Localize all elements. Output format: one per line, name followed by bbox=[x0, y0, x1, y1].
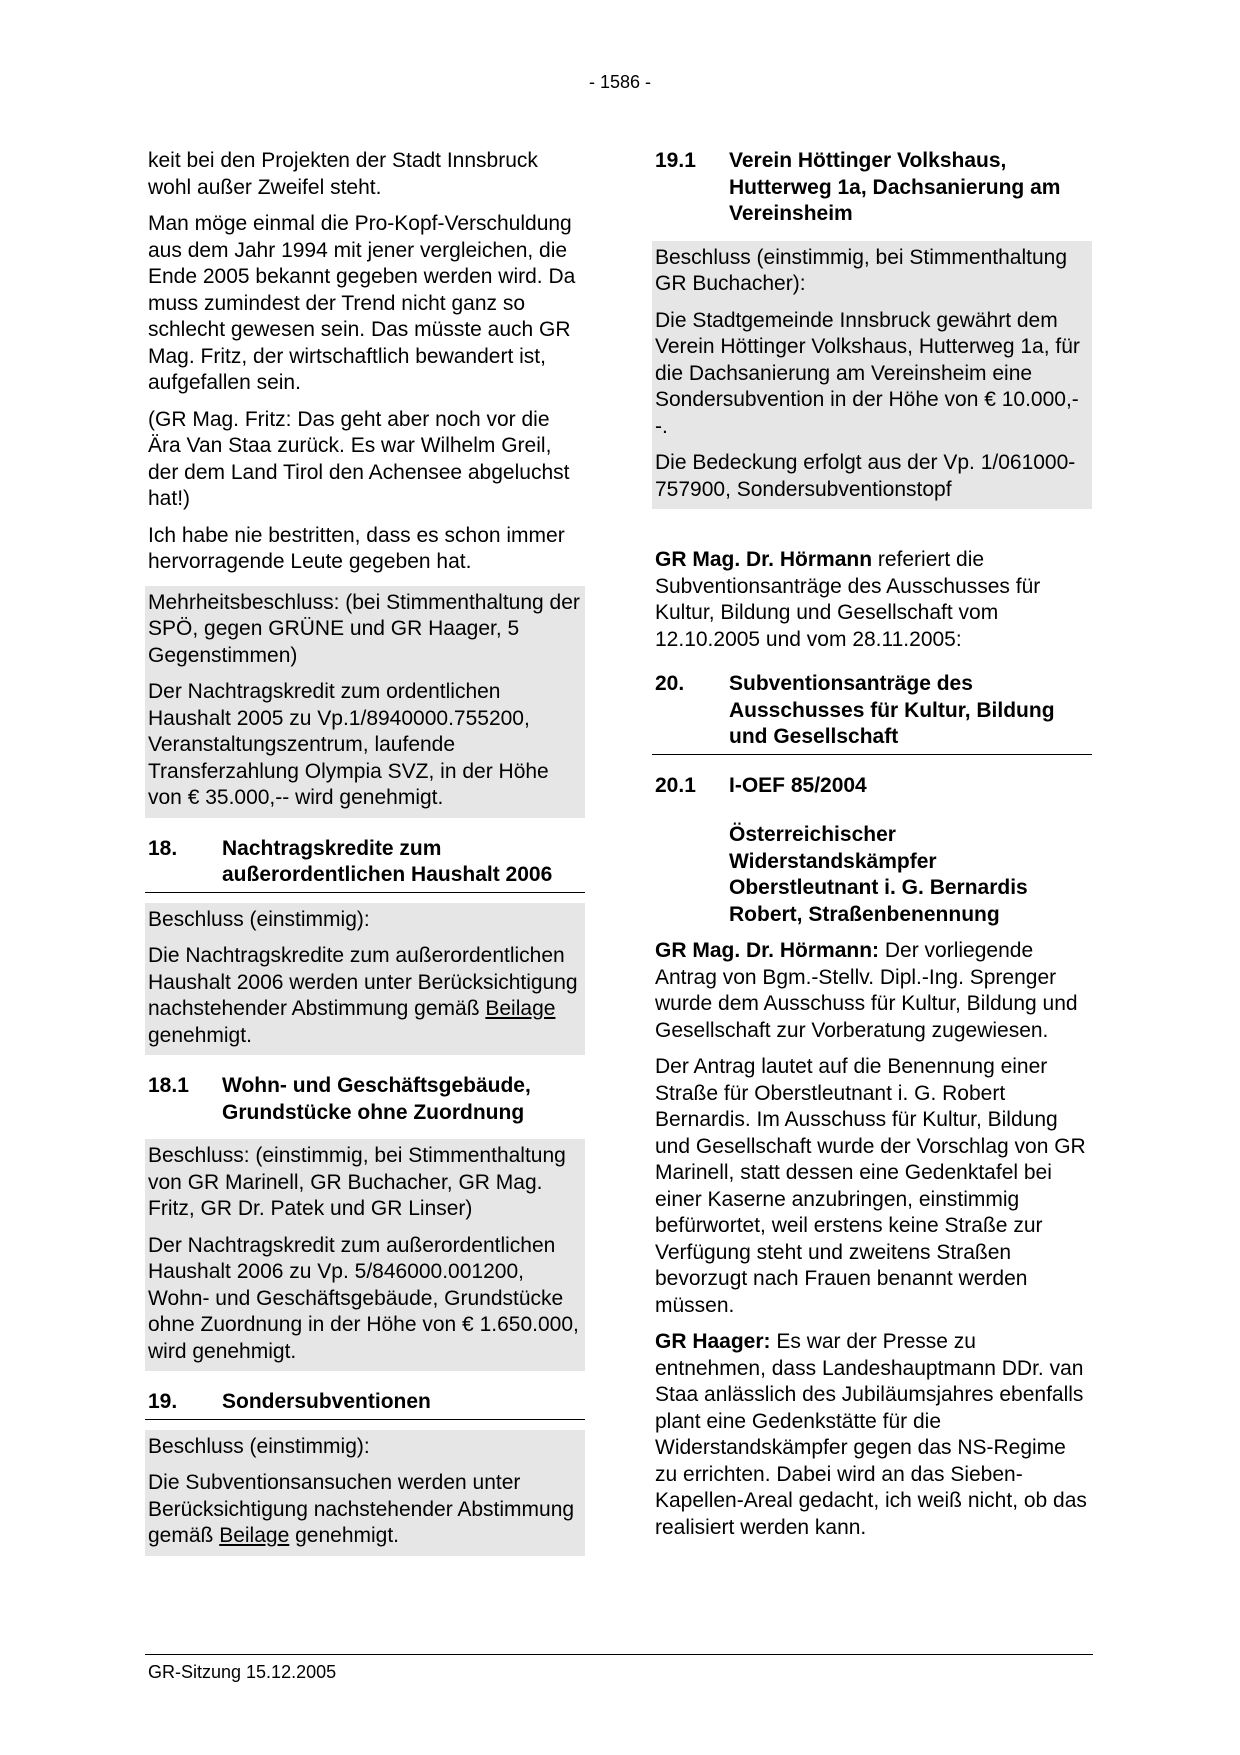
paragraph bbox=[652, 547, 1092, 653]
spacer bbox=[652, 519, 1092, 547]
resolution-text: Der Nachtragskredit zum ordentlichen Haushalt 2005 zu Vp.1/8940000.755200, Veranstaltungszentrum, laufende Transferzahlung Olympia SVZ, in der Höhe von € 35.000,-- wird genehmigt. bbox=[148, 680, 549, 809]
resolution-label: Beschluss (einstimmig, bei Stimmenthaltung GR Buchacher): bbox=[655, 245, 1068, 295]
resolution-text-part: Die Subventionsansuchen werden unter Berücksichtigung nachstehender Abstimmung gemäß bbox=[148, 1471, 575, 1547]
beilage-link[interactable]: Beilage bbox=[485, 997, 556, 1020]
resolution-text: Der Nachtragskredit zum außerordentlichen Haushalt 2006 zu Vp. 5/846000.001200, Wohn- und Geschäftsgebäude, Grundstücke ohne Zuordnung in der Höhe von € 1.650.000, wird genehmigt. bbox=[148, 1233, 579, 1363]
section-title: Subventionsanträge des Ausschusses für Kultur, Bildung und Gesellschaft bbox=[729, 672, 1055, 748]
section-number: 20.1 bbox=[655, 773, 696, 797]
paragraph: Der Antrag lautet auf die Benennung einer Straße für Oberstleutnant i. G. Robert Bernardis. Im Ausschuss für Kultur, Bildung und Gesellschaft wurde der Vorschlag von GR Marinell, statt dessen eine Gedenktafel bei einer Kaserne anzubringen, einstimmig befürwortet, weil erstens keine Straße zur Verfügung steht und zweitens Straßen bevorzugt nach Frauen benannt werden müssen. bbox=[655, 1055, 1086, 1317]
paragraph: Ich habe nie bestritten, dass es schon immer hervorragende Leute gegeben hat. bbox=[148, 523, 565, 573]
paragraph bbox=[652, 1329, 1092, 1541]
section-heading-18-1 bbox=[145, 1073, 585, 1129]
resolution-text bbox=[145, 1470, 585, 1550]
section-number: 18. bbox=[148, 836, 178, 860]
paragraph: Man möge einmal die Pro-Kopf-Verschuldung aus dem Jahr 1994 mit jener vergleichen, die Ende 2005 bekannt gegeben werden wird. Da muss zumindest der Trend nicht ganz so schlecht gewesen sein. Das müsste auch GR Mag. Fritz, der wirtschaftlich bewandert ist, aufgefallen sein. bbox=[148, 212, 576, 394]
footer: GR-Sitzung 15.12.2005 bbox=[148, 1662, 337, 1682]
resolution-label: Beschluss: (einstimmig, bei Stimmenthaltung von GR Marinell, GR Buchacher, GR Mag. Fritz, GR Dr. Patek und GR Linser) bbox=[148, 1144, 566, 1220]
section-heading-20-1 bbox=[652, 773, 1092, 803]
resolution-text bbox=[145, 943, 585, 1049]
section-title: Sondersubventionen bbox=[222, 1390, 431, 1413]
resolution-block bbox=[145, 1430, 585, 1556]
section-heading-19 bbox=[145, 1389, 585, 1420]
section-heading-19-1 bbox=[652, 148, 1092, 231]
resolution-text-part: Die Nachtragskredite zum außerordentlichen Haushalt 2006 werden unter Berücksichtigung nachstehender Abstimmung gemäß bbox=[148, 944, 578, 1020]
section-number: 19. bbox=[148, 1390, 178, 1413]
speaker-name: GR Haager: bbox=[655, 1330, 771, 1353]
resolution-block bbox=[652, 241, 1092, 510]
speaker-name: GR Mag. Dr. Hörmann bbox=[655, 548, 873, 571]
paragraph-text: referiert die Subventionsanträge des Ausschusses für Kultur, Bildung und Gesellschaft vom 12.10.2005 und vom 28.11.2005: bbox=[655, 548, 1041, 651]
speaker-name: GR Mag. Dr. Hörmann: bbox=[655, 939, 880, 962]
resolution-block bbox=[145, 1139, 585, 1371]
section-number: 19.1 bbox=[655, 149, 696, 172]
section-title: I-OEF 85/2004 bbox=[729, 773, 867, 797]
paragraph: (GR Mag. Fritz: Das geht aber noch vor die Ära Van Staa zurück. Es war Wilhelm Greil, der dem Land Tirol den Achensee abgeluchst hat!) bbox=[148, 407, 570, 510]
section-number: 18.1 bbox=[148, 1074, 189, 1097]
paragraph bbox=[652, 938, 1092, 1044]
resolution-text-part: genehmigt. bbox=[295, 1524, 400, 1547]
resolution-text-part: genehmigt. bbox=[148, 1023, 252, 1047]
resolution-label: Beschluss (einstimmig): bbox=[148, 907, 370, 931]
paragraph-text: Der vorliegende Antrag von Bgm.-Stellv. Dipl.-Ing. Sprenger wurde dem Ausschuss für Kultur, Bildung und Gesellschaft zur Vorberatung zugewiesen. bbox=[655, 939, 1078, 1042]
section-title: Wohn- und Geschäftsgebäude, Grundstücke ohne Zuordnung bbox=[222, 1074, 531, 1124]
page-number: - 1586 - bbox=[588, 72, 652, 92]
section-number: 20. bbox=[655, 672, 685, 695]
resolution-label: Beschluss (einstimmig): bbox=[148, 1434, 370, 1458]
section-heading-20 bbox=[652, 671, 1092, 755]
resolution-text: Die Stadtgemeinde Innsbruck gewährt dem Verein Höttinger Volkshaus, Hutterweg 1a, für die Dachsanierung am Vereinsheim eine Sondersubvention in der Höhe von € 10.000,--. bbox=[655, 308, 1080, 438]
subject-title: Österreichischer Widerstandskämpfer Oberstleutnant i. G. Bernardis Robert, Straßenbenennung bbox=[729, 823, 1028, 926]
paragraph: keit bei den Projekten der Stadt Innsbruck wohl außer Zweifel steht. bbox=[148, 149, 538, 199]
left-column bbox=[145, 148, 585, 1566]
right-column bbox=[652, 148, 1092, 1551]
beilage-link[interactable]: Beilage bbox=[219, 1524, 290, 1547]
paragraph-text: Es war der Presse zu entnehmen, dass Landeshauptmann DDr. van Staa anlässlich des Jubiläumsjahres ebenfalls plant eine Gedenkstätte für die Widerstandskämpfer gegen das NS-Regime zu errichten. Dabei wird an das Sieben-Kapellen-Areal gedacht, ich weiß nicht, ob das realisiert werden kann. bbox=[655, 1330, 1087, 1539]
section-heading-18 bbox=[145, 836, 585, 893]
section-title: Verein Höttinger Volkshaus, Hutterweg 1a, Dachsanierung am Vereinsheim bbox=[729, 149, 1061, 225]
section-title: Nachtragskredite zum außerordentlichen Haushalt 2006 bbox=[222, 836, 553, 886]
resolution-block bbox=[145, 586, 585, 818]
resolution-block bbox=[145, 903, 585, 1056]
resolution-label: Mehrheitsbeschluss: (bei Stimmenthaltung der SPÖ, gegen GRÜNE und GR Haager, 5 Gegenstimmen) bbox=[148, 590, 580, 667]
footer-rule bbox=[145, 1654, 1093, 1655]
coverage-text: Die Bedeckung erfolgt aus der Vp. 1/061000-757900, Sondersubventionstopf bbox=[655, 451, 1076, 501]
